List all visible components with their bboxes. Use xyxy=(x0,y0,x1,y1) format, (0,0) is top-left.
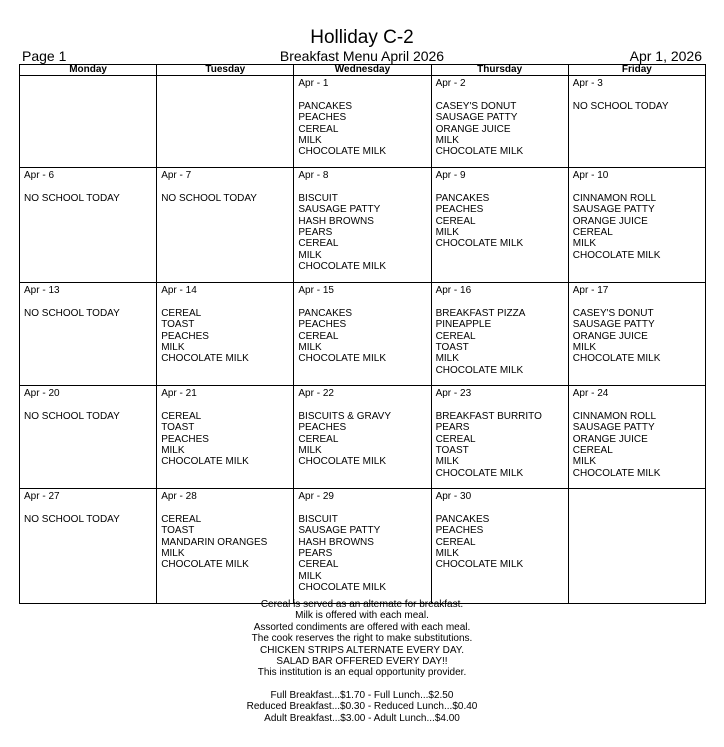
day-date-label: Apr - 7 xyxy=(161,170,192,181)
menu-item-list xyxy=(161,308,289,365)
menu-item: CHOCOLATE MILK xyxy=(161,456,249,468)
menu-item: MILK xyxy=(298,445,322,457)
menu-item: PEACHES xyxy=(161,433,209,445)
day-date-label: Apr - 20 xyxy=(24,388,60,399)
day-cell xyxy=(568,168,705,283)
menu-item: PEACHES xyxy=(298,319,347,331)
menu-item: CHOCOLATE MILK xyxy=(161,559,249,571)
menu-item-list xyxy=(573,101,701,112)
day-cell xyxy=(20,168,157,283)
menu-item: MILK xyxy=(298,135,322,147)
menu-item: BREAKFAST BURRITO xyxy=(435,410,542,422)
menu-item: SAUSAGE PATTY xyxy=(572,422,655,434)
menu-item: SAUSAGE PATTY xyxy=(298,204,381,216)
menu-item: MILK xyxy=(161,548,185,560)
day-cell xyxy=(20,76,157,168)
day-cell xyxy=(157,168,294,283)
menu-item: MILK xyxy=(298,249,322,261)
day-cell xyxy=(431,489,568,604)
day-date-label: Apr - 24 xyxy=(572,388,609,399)
menu-item-list xyxy=(24,514,152,525)
menu-item: CHOCOLATE MILK xyxy=(435,467,524,479)
menu-item: PEACHES xyxy=(298,112,347,124)
menu-item: PEACHES xyxy=(435,204,484,216)
week-row xyxy=(20,168,706,283)
day-date-label: Apr - 21 xyxy=(161,388,197,399)
menu-item: CEREAL xyxy=(435,215,476,227)
menu-item: CHOCOLATE MILK xyxy=(435,364,524,376)
menu-item: CEREAL xyxy=(435,536,476,548)
menu-item-list xyxy=(298,193,426,273)
menu-item: SAUSAGE PATTY xyxy=(298,525,381,537)
day-date-label: Apr - 17 xyxy=(572,285,609,296)
day-date-label: Apr - 2 xyxy=(435,78,466,89)
week-row xyxy=(20,76,706,168)
menu-item: PEARS xyxy=(298,227,333,239)
day-date-label: Apr - 9 xyxy=(435,170,466,181)
menu-item: CHOCOLATE MILK xyxy=(298,261,386,273)
menu-item: NO SCHOOL TODAY xyxy=(572,100,669,112)
menu-date: Apr 1, 2026 xyxy=(629,48,702,64)
menu-item: PEARS xyxy=(435,422,470,434)
menu-item: HASH BROWNS xyxy=(298,536,374,548)
day-date-label: Apr - 1 xyxy=(298,78,329,89)
meal-prices xyxy=(0,690,724,724)
menu-item: MILK xyxy=(435,548,459,560)
day-date-label: Apr - 6 xyxy=(24,170,55,181)
day-cell xyxy=(568,283,705,386)
menu-item: CASEY'S DONUT xyxy=(572,307,654,319)
menu-item: MILK xyxy=(572,238,597,250)
menu-item: CHOCOLATE MILK xyxy=(435,559,524,571)
menu-item: CEREAL xyxy=(298,238,339,250)
menu-item: NO SCHOOL TODAY xyxy=(24,307,120,319)
menu-item-list xyxy=(298,411,426,468)
menu-item: PEARS xyxy=(298,548,333,560)
day-date-label: Apr - 13 xyxy=(24,285,60,296)
menu-item: PANCAKES xyxy=(298,307,353,319)
menu-item: TOAST xyxy=(161,319,195,331)
menu-item: CEREAL xyxy=(298,433,339,445)
menu-item: MILK xyxy=(572,342,597,354)
menu-item: ORANGE JUICE xyxy=(572,433,648,445)
menu-item: MILK xyxy=(435,456,459,468)
menu-item: NO SCHOOL TODAY xyxy=(24,513,120,525)
menu-item: CEREAL xyxy=(161,307,202,319)
menu-item: BISCUIT xyxy=(298,192,338,204)
menu-item: ORANGE JUICE xyxy=(572,215,648,227)
menu-item-list xyxy=(436,514,564,571)
menu-item: TOAST xyxy=(435,342,469,354)
menu-item: CEREAL xyxy=(435,330,476,342)
menu-item: PANCAKES xyxy=(435,513,490,525)
menu-item: CHOCOLATE MILK xyxy=(435,146,524,158)
menu-item-list xyxy=(436,308,564,376)
menu-item: CEREAL xyxy=(298,559,339,571)
menu-item: CASEY'S DONUT xyxy=(435,100,517,112)
weekday-tuesday: Tuesday xyxy=(157,65,294,76)
school-title: Holliday C-2 xyxy=(310,27,414,48)
day-date-label: Apr - 16 xyxy=(435,285,472,296)
menu-item: TOAST xyxy=(161,525,195,537)
day-cell xyxy=(157,489,294,604)
menu-item: CEREAL xyxy=(435,433,476,445)
weekday-monday: Monday xyxy=(20,65,157,76)
menu-item: NO SCHOOL TODAY xyxy=(24,192,120,204)
menu-item: CEREAL xyxy=(298,330,339,342)
day-cell xyxy=(20,489,157,604)
note-line: CHICKEN STRIPS ALTERNATE EVERY DAY. xyxy=(260,644,464,656)
menu-item: NO SCHOOL TODAY xyxy=(24,410,120,422)
menu-item: CEREAL xyxy=(572,227,613,239)
day-cell xyxy=(294,76,431,168)
menu-item: MILK xyxy=(298,342,322,354)
menu-item: CHOCOLATE MILK xyxy=(572,467,661,479)
menu-item: CHOCOLATE MILK xyxy=(298,456,386,468)
menu-item: SAUSAGE PATTY xyxy=(572,319,655,331)
menu-subtitle: Breakfast Menu April 2026 xyxy=(279,48,445,64)
week-row xyxy=(20,489,706,604)
menu-calendar xyxy=(19,64,706,604)
day-date-label: Apr - 14 xyxy=(161,285,197,296)
menu-item: CEREAL xyxy=(161,513,202,525)
menu-item-list xyxy=(436,101,564,158)
day-cell xyxy=(294,168,431,283)
menu-item: MILK xyxy=(435,227,459,239)
menu-item: CHOCOLATE MILK xyxy=(435,238,524,250)
menu-item: MILK xyxy=(435,135,459,147)
menu-item: PEACHES xyxy=(298,422,347,434)
menu-item: CINNAMON ROLL xyxy=(572,410,657,422)
menu-item: CEREAL xyxy=(298,123,339,135)
menu-item: PEACHES xyxy=(435,525,484,537)
menu-item-list xyxy=(298,514,426,594)
menu-item: CHOCOLATE MILK xyxy=(161,353,249,365)
day-cell xyxy=(157,76,294,168)
menu-item-list xyxy=(436,411,564,479)
menu-item: BISCUIT xyxy=(298,513,338,525)
day-date-label: Apr - 8 xyxy=(298,170,329,181)
week-row xyxy=(20,386,706,489)
day-cell xyxy=(20,283,157,386)
price-line: Full Breakfast...$1.70 - Full Lunch...$2.50 xyxy=(270,690,454,701)
note-line: Milk is offered with each meal. xyxy=(295,610,429,622)
menu-item: ORANGE JUICE xyxy=(572,330,648,342)
menu-notes xyxy=(0,599,724,679)
day-date-label: Apr - 30 xyxy=(435,491,472,502)
menu-item: CHOCOLATE MILK xyxy=(298,353,386,365)
menu-item: SAUSAGE PATTY xyxy=(435,112,518,124)
menu-item: HASH BROWNS xyxy=(298,215,374,227)
menu-item: BISCUITS & GRAVY xyxy=(298,410,391,422)
day-cell xyxy=(157,283,294,386)
menu-item: MILK xyxy=(161,445,185,457)
week-row xyxy=(20,283,706,386)
day-cell xyxy=(431,168,568,283)
menu-item: CHOCOLATE MILK xyxy=(572,353,661,365)
page-number: Page 1 xyxy=(22,48,67,64)
day-date-label: Apr - 3 xyxy=(572,78,603,89)
menu-item: TOAST xyxy=(435,445,469,457)
menu-item-list xyxy=(161,514,289,571)
day-cell xyxy=(20,386,157,489)
menu-item-list xyxy=(298,101,426,158)
menu-item-list xyxy=(573,193,701,261)
menu-item: MILK xyxy=(572,456,597,468)
menu-item: PANCAKES xyxy=(435,192,490,204)
menu-item: SAUSAGE PATTY xyxy=(572,204,655,216)
weekday-header-row xyxy=(20,65,706,76)
note-line: SALAD BAR OFFERED EVERY DAY!! xyxy=(276,656,448,668)
day-date-label: Apr - 10 xyxy=(572,170,609,181)
day-cell xyxy=(157,386,294,489)
menu-item: CINNAMON ROLL xyxy=(572,192,657,204)
day-date-label: Apr - 22 xyxy=(298,388,334,399)
menu-item: CHOCOLATE MILK xyxy=(298,146,386,158)
menu-item-list xyxy=(573,411,701,479)
menu-item: NO SCHOOL TODAY xyxy=(161,192,257,204)
menu-item-list xyxy=(24,411,152,422)
note-line: Cereal is served as an alternate for breakfast. xyxy=(260,599,464,610)
day-date-label: Apr - 28 xyxy=(161,491,197,502)
menu-item: MILK xyxy=(435,353,459,365)
menu-item: CEREAL xyxy=(161,410,202,422)
menu-item-list xyxy=(161,411,289,468)
note-line: The cook reserves the right to make substitutions. xyxy=(251,633,473,645)
price-line: Reduced Breakfast...$0.30 - Reduced Lunch...$0.40 xyxy=(246,701,478,713)
menu-item-list xyxy=(436,193,564,250)
menu-item: MILK xyxy=(161,342,185,354)
menu-item: BREAKFAST PIZZA xyxy=(435,307,526,319)
menu-item: PINEAPPLE xyxy=(435,319,492,331)
menu-item: PANCAKES xyxy=(298,100,353,112)
menu-item: CHOCOLATE MILK xyxy=(572,249,661,261)
day-date-label: Apr - 29 xyxy=(298,491,334,502)
day-date-label: Apr - 23 xyxy=(435,388,472,399)
menu-item: CHOCOLATE MILK xyxy=(298,582,386,594)
weekday-wednesday: Wednesday xyxy=(294,65,431,76)
day-cell xyxy=(568,489,705,604)
menu-item-list xyxy=(24,308,152,319)
menu-item-list xyxy=(161,193,289,204)
menu-item: CEREAL xyxy=(572,445,613,457)
menu-item: MILK xyxy=(298,570,322,582)
day-cell xyxy=(294,489,431,604)
menu-item-list xyxy=(24,193,152,204)
menu-item: PEACHES xyxy=(161,330,209,342)
day-date-label: Apr - 15 xyxy=(298,285,334,296)
note-line: Assorted condiments are offered with each meal. xyxy=(253,621,471,633)
weekday-friday: Friday xyxy=(568,65,705,76)
day-cell xyxy=(294,283,431,386)
day-cell xyxy=(294,386,431,489)
menu-item: ORANGE JUICE xyxy=(435,123,511,135)
menu-item-list xyxy=(573,308,701,365)
menu-item-list xyxy=(298,308,426,365)
day-cell xyxy=(568,386,705,489)
day-cell xyxy=(568,76,705,168)
day-cell xyxy=(431,76,568,168)
menu-item: TOAST xyxy=(161,422,195,434)
weekday-thursday: Thursday xyxy=(431,65,568,76)
day-cell xyxy=(431,283,568,386)
price-line: Adult Breakfast...$3.00 - Adult Lunch...$4.00 xyxy=(264,712,460,724)
day-date-label: Apr - 27 xyxy=(24,491,60,502)
day-cell xyxy=(431,386,568,489)
note-line: This institution is an equal opportunity provider. xyxy=(257,667,467,679)
menu-item: MANDARIN ORANGES xyxy=(161,536,268,548)
